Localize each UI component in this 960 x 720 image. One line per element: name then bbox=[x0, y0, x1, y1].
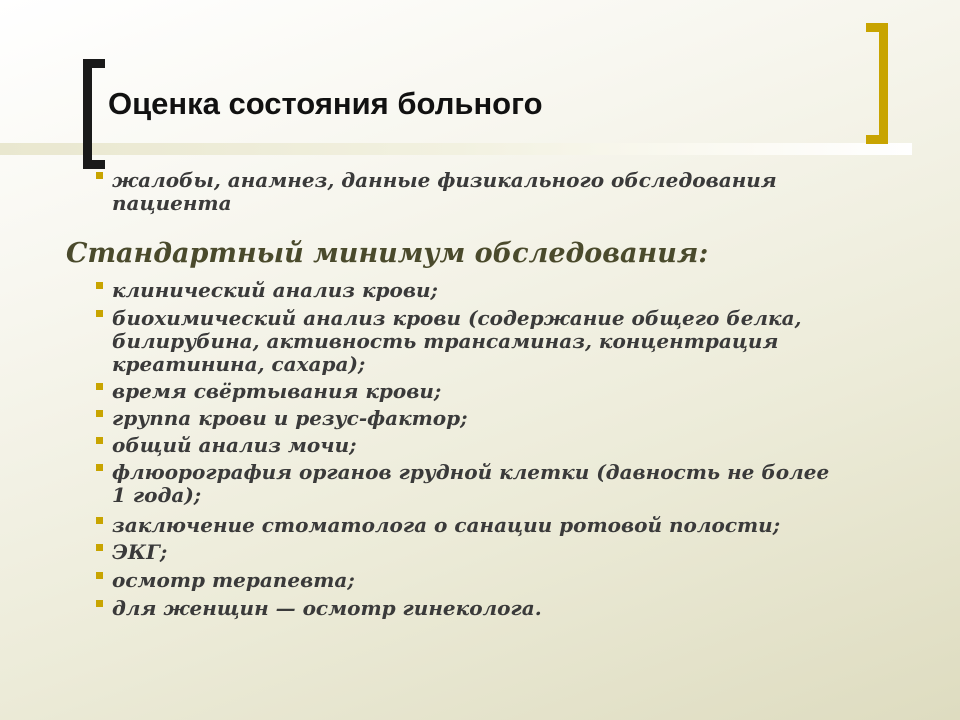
right-bracket-decoration bbox=[866, 23, 888, 144]
bullet-icon bbox=[96, 282, 103, 289]
bullet-icon bbox=[96, 410, 103, 417]
bullet-icon bbox=[96, 600, 103, 607]
list-item: клинический анализ крови; bbox=[112, 278, 438, 302]
left-bracket-decoration bbox=[83, 59, 105, 169]
list-item: биохимический анализ крови (содержание общего белка, билирубина, активность трансаминаз, концентрация креатинина, сахара); bbox=[112, 306, 802, 376]
title-underline-band bbox=[0, 143, 912, 155]
slide-title: Оценка состояния больного bbox=[108, 86, 543, 121]
list-item: ЭКГ; bbox=[112, 540, 168, 564]
list-item: для женщин — осмотр гинеколога. bbox=[112, 596, 542, 620]
list-item: общий анализ мочи; bbox=[112, 433, 357, 457]
bullet-icon bbox=[96, 383, 103, 390]
bullet-icon bbox=[96, 437, 103, 444]
list-item: осмотр терапевта; bbox=[112, 568, 355, 592]
subheading: Стандартный минимум обследования: bbox=[66, 238, 709, 269]
list-item: флюорография органов грудной клетки (давность не более 1 года); bbox=[112, 460, 830, 507]
list-item: группа крови и резус-фактор; bbox=[112, 406, 468, 430]
list-item: время свёртывания крови; bbox=[112, 379, 442, 403]
bullet-icon bbox=[96, 464, 103, 471]
bullet-icon bbox=[96, 517, 103, 524]
list-item: заключение стоматолога о санации ротовой полости; bbox=[112, 513, 781, 537]
bullet-icon bbox=[96, 572, 103, 579]
intro-item: жалобы, анамнез, данные физикального обследования пациента bbox=[112, 168, 777, 215]
bullet-icon bbox=[96, 544, 103, 551]
bullet-icon bbox=[96, 310, 103, 317]
bullet-icon bbox=[96, 172, 103, 179]
